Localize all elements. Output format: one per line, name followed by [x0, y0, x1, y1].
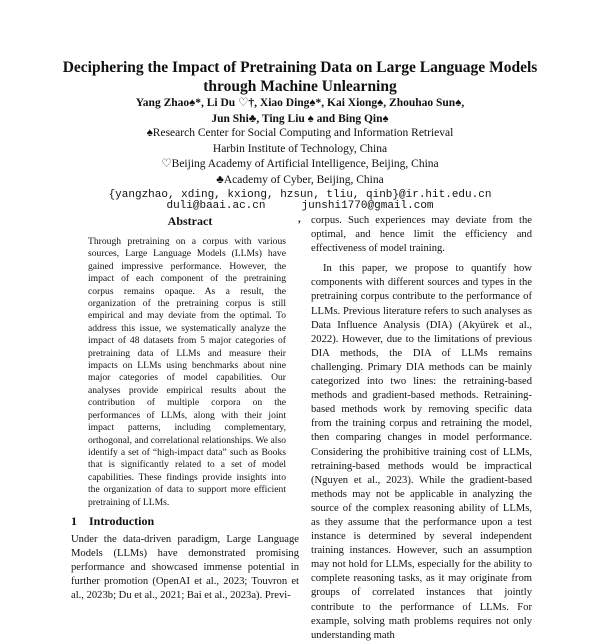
section-number: 1 [71, 514, 77, 528]
column-mark: , [298, 214, 301, 225]
author-list [40, 96, 560, 127]
right-col-paragraph: In this paper, we propose to quantify how components with different sources and types in the pretraining corpus contribute to the performance of LLMs. Previous literature refers to such analyses as Data Influence Analysis (DIA) (Akyürek et al., 2022). However, due to the limitations of previous DIA methods, the DIA of LLMs remains challenging. Primary DIA methods can be mainly categorized into two lines: the retraining-based methods and gradient-based methods. Retraining-based methods work by removing specific data from the training corpus and retraining the model, then comparing changes in model performance. Considering the prohibitive training cost of LLMs, retraining-based methods would be impractical (Nguyen et al., 2023). While the gradient-based methods may not be applicable in analyzing the source of the complex reasoning ability of LLMs, as they assume that the performance upon a test instance is determined by several independent training instances. However, such an assumption may not hold for LLMs, especially for the ability to complete reasoning tasks, as it may originate from groups of correlated instances that jointly contribute to the performance of LLMs. For example, solving math problems requires not only understanding math [311, 263, 532, 641]
email-gmail: junshi1770@gmail.com [301, 200, 434, 212]
emails-row [40, 197, 560, 213]
intro-left-text: Under the data-driven paradigm, Large Language Models (LLMs) have demonstrated promising performance and showcased immense potential in further promotion (OpenAI et al., 2023; Touvron et al., 2023b; Du et al., 2021; Bai et al., 2023a). Previ- [71, 534, 299, 602]
affiliation-1: ♠Research Center for Social Computing and Information Retrieval [146, 127, 454, 139]
affiliations [40, 126, 560, 204]
abstract-heading: Abstract [167, 214, 213, 228]
affiliation-2: Harbin Institute of Technology, China [212, 142, 388, 155]
email-hit: {yangzhao, xding, kxiong, hzsun, tliu, qinb}@ir.hit.edu.cn [108, 189, 492, 202]
section-title: Introduction [89, 514, 155, 528]
affiliation-3: ♡Beijing Academy of Artificial Intelligence, Beijing, China [161, 158, 439, 171]
paper-title: Deciphering the Impact of Pretraining Data on Large Language Models through Machine Unlearning [62, 59, 538, 95]
author-line-1: Yang Zhao♠*, Li Du ♡†, Xiao Ding♠*, Kai Xiong♠, Zhouhao Sun♠, [135, 97, 465, 109]
right-col-lead-text: corpus. Such experiences may deviate from the optimal, and hence limit the efficiency and effectiveness of model training. [311, 215, 532, 255]
right-col-lead [298, 214, 532, 256]
author-line-2: Jun Shi♣, Ting Liu ♠ and Bing Qin♠ [211, 112, 389, 125]
email-baai: duli@baai.ac.cn [166, 200, 266, 212]
abstract-text: Through pretraining on a corpus with various sources, Large Language Models (LLMs) have gained impressive performance. However, the impact of each component of the pretraining corpus remains opaque. As a result, the organization of the pretraining corpus is still empirical and may deviate from the optimal. To address this issue, we systematically analyze the impact of 48 datasets from 5 major categories of pretraining data of LLMs and measure their impacts on LLMs using benchmarks about nine major categories of model capabilities. Our analyses provide empirical results about the contribution of multiple corpora on the performances of LLMs, along with their joint impact patterns, including complementary, orthogonal, and correlational relationships. We also identify a set of “high-impact data” such as Books that is significantly related to a set of model capabilities. These findings provide insights into the organization of data to support more efficient pretraining of LLMs. [88, 236, 286, 508]
section-heading [71, 514, 301, 529]
right-column [298, 214, 532, 643]
affiliation-4: ♣Academy of Cyber, Beijing, China [216, 173, 384, 186]
